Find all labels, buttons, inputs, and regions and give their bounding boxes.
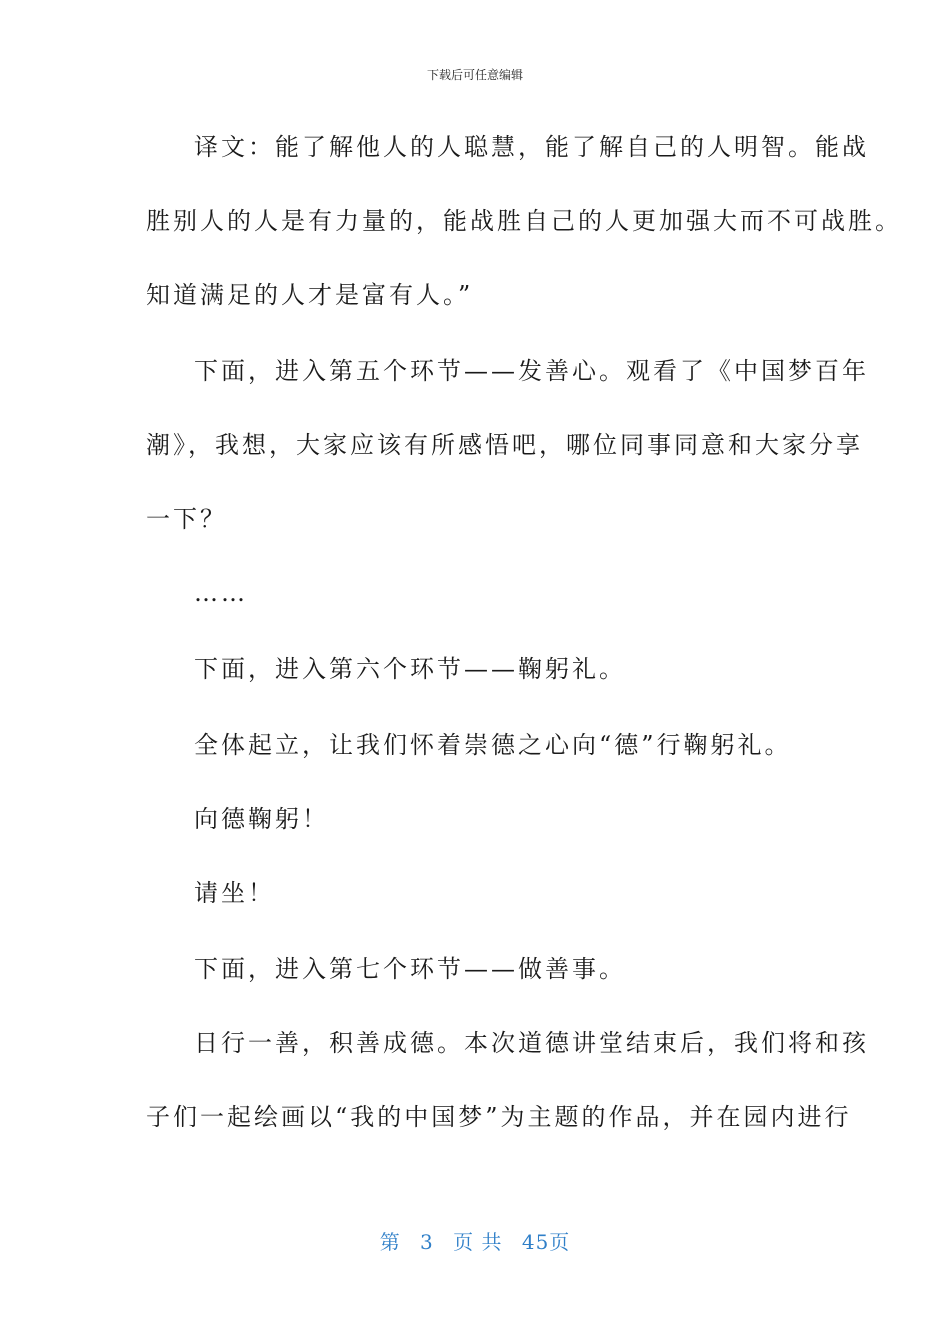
total-pages: 45页 (521, 1230, 571, 1254)
footer-prefix: 第 (379, 1230, 401, 1254)
text-line: 日行一善，积善成德。本次道德讲堂结束后，我们将和孩 (194, 1029, 869, 1057)
page-footer (0, 1226, 950, 1255)
footer-middle: 页 共 (453, 1230, 503, 1254)
current-page-number: 3 (420, 1230, 434, 1254)
text-line: 一下？ (146, 505, 227, 533)
text-line: 胜别人的人是有力量的，能战胜自己的人更加强大而不可战胜。 (146, 207, 902, 235)
text-line: 下面，进入第七个环节——做善事。 (194, 955, 626, 983)
text-line: 下面，进入第六个环节——鞠躬礼。 (194, 655, 626, 683)
text-line: 向德鞠躬！ (194, 805, 329, 833)
text-line: …… (194, 579, 248, 607)
text-line: 译文：能了解他人的人聪慧，能了解自己的人明智。能战 (194, 133, 869, 161)
page-header: 下载后可任意编辑 (426, 68, 523, 82)
text-line: 下面，进入第五个环节——发善心。观看了《中国梦百年 (194, 357, 869, 385)
text-line: 知道满足的人才是富有人。” (146, 281, 474, 309)
text-line: 请坐！ (194, 879, 275, 907)
text-line: 子们一起绘画以“我的中国梦”为主题的作品，并在园内进行 (146, 1103, 852, 1131)
text-line: 全体起立，让我们怀着崇德之心向“德”行鞠躬礼。 (194, 731, 792, 759)
text-line: 潮》，我想，大家应该有所感悟吧，哪位同事同意和大家分享 (146, 431, 863, 459)
